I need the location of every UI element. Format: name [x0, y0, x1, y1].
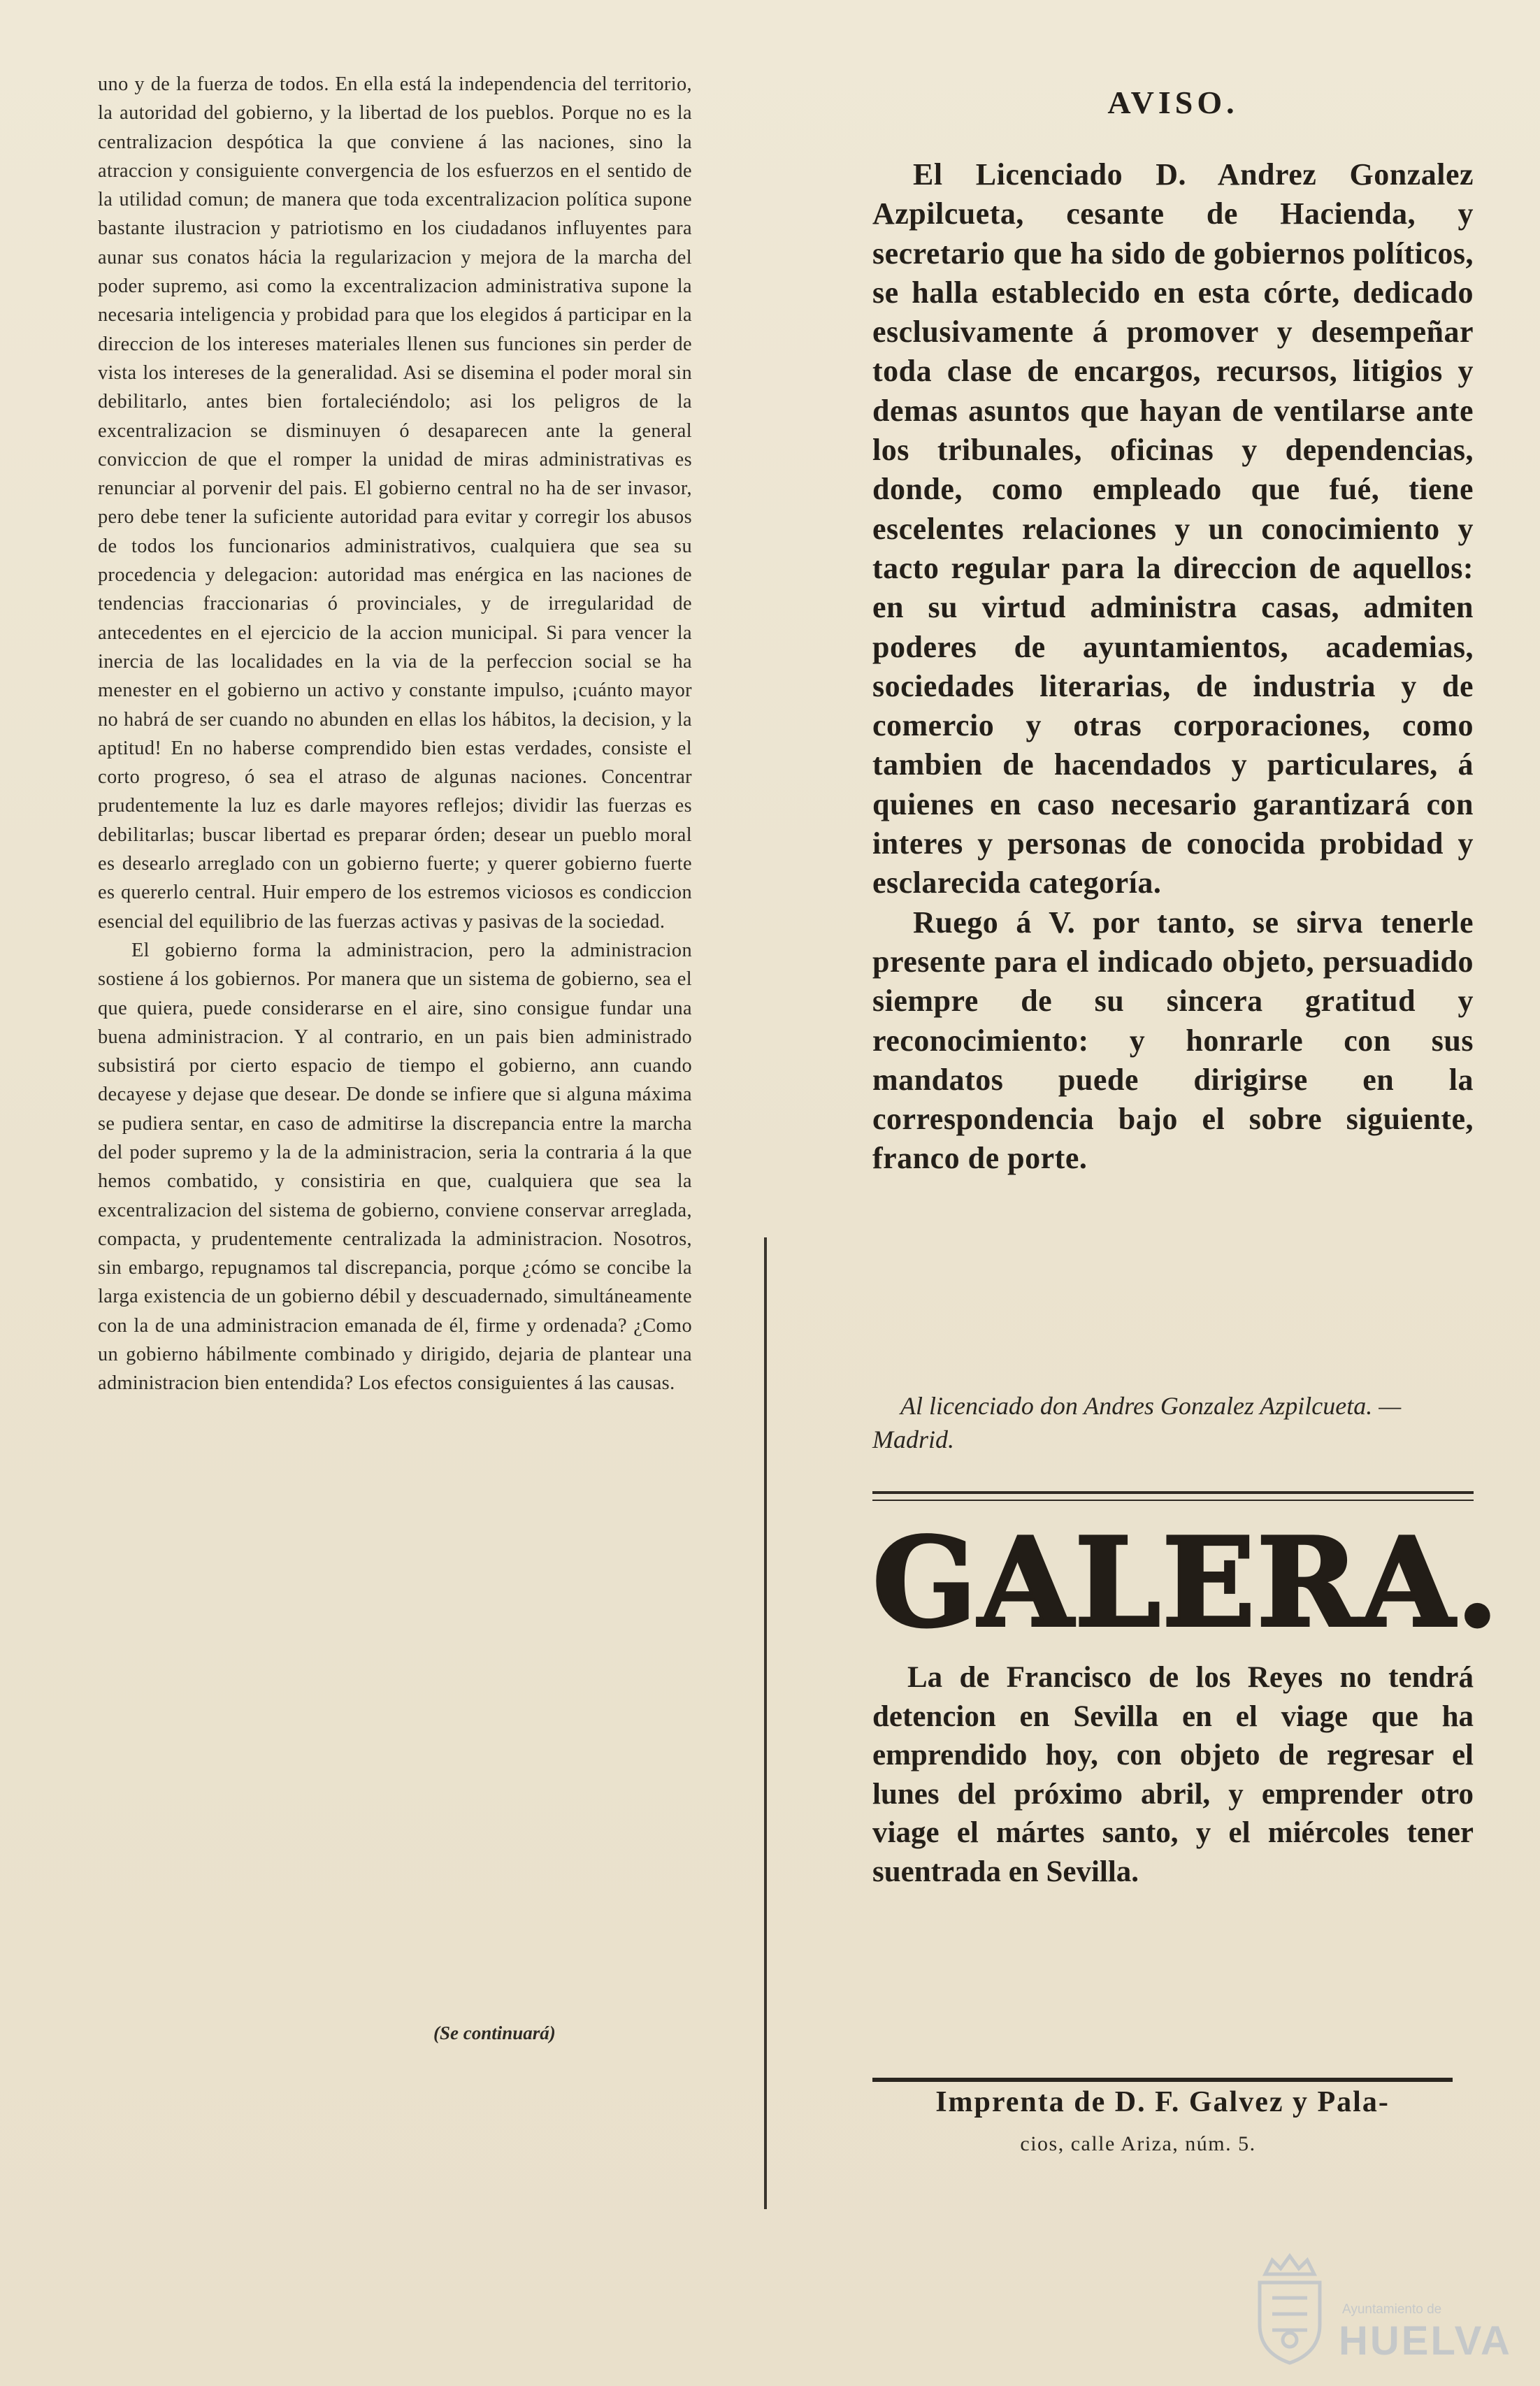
- section-divider: [872, 1491, 1474, 1501]
- column-divider: [764, 1237, 767, 2209]
- watermark-small-text: Ayuntamiento de: [1342, 2302, 1442, 2317]
- imprenta-divider: [872, 2078, 1453, 2082]
- watermark-big-text: HUELVA: [1339, 2318, 1512, 2364]
- aviso-body: [872, 155, 1474, 1179]
- coat-of-arms-icon: [1244, 2248, 1335, 2366]
- aviso-address: [872, 1389, 1474, 1456]
- aviso-address-text: Al licenciado don Andres Gonzalez Azpilcueta. —Madrid.: [872, 1392, 1402, 1453]
- aviso-paragraph-2: Ruego á V. por tanto, se sirva tenerle presente para el indicado objeto, persuadido siempre de su sincera gratitud y reconocimiento: y honrarle con sus mandatos puede dirigirse en la correspondencia bajo el sobre siguiente, franco de porte.: [872, 905, 1474, 1176]
- left-column-article: [98, 70, 692, 1398]
- imprenta-line-1: Imprenta de D. F. Galvez y Pala-: [935, 2086, 1390, 2118]
- aviso-paragraph-1: El Licenciado D. Andrez Gonzalez Azpilcueta, cesante de Hacienda, y secretario que ha sido de gobiernos políticos, se halla establecido en esta córte, dedicado esclusivamente á promover y desempeñar toda clase de encargos, recursos, litigios y demas asuntos que hayan de ventilarse ante los tribunales, oficinas y dependencias, donde, como empleado que fué, tiene escelentes relaciones y un conocimiento y tacto regular para la direccion de aquellos: en su virtud administra casas, admiten poderes de ayuntamientos, academias, sociedades literarias, de industria y de comercio y otras corporaciones, como tambien de hacendados y particulares, á quienes en caso necesario garantizará con interes y personas de conocida probidad y esclarecida categoría.: [872, 157, 1474, 900]
- huelva-watermark: [1244, 2248, 1524, 2373]
- galera-paragraph: La de Francisco de los Reyes no tendrá detencion en Sevilla en el viage que ha emprendido hoy, con objeto de regresar el lunes del próximo abril, y emprender otro viage el mártes santo, y el miércoles tener suentrada en Sevilla.: [872, 1661, 1474, 1888]
- article-paragraph-1: uno y de la fuerza de todos. En ella está la independencia del territorio, la autoridad del gobierno, y la libertad de los pueblos. Porque no es la centralizacion despótica la que conviene á las naciones, sino la atraccion y consiguiente convergencia de los esfuerzos en el sentido de la utilidad comun; de manera que toda excentralizacion política supone bastante ilustracion y patriotismo en los ciudadanos influyentes para aunar sus conatos hácia la regularizacion y mejora de la marcha del poder supremo, asi como la excentralizacion administrativa supone la necesaria inteligencia y probidad para que los elegidos á participar en la direccion de los intereses materiales llenen sus funciones sin perder de vista los intereses de la generalidad. Asi se disemina el poder moral sin debilitarlo, antes bien fortaleciéndolo; asi los peligros de la excentralizacion se disminuyen ó desaparecen ante la general conviccion de que el romper la unidad de miras administrativas es renunciar al porvenir del pais. El gobierno central no ha de ser invasor, pero debe tener la suficiente autoridad para evitar y corregir los abusos de todos los funcionarios administrativos, cualquiera que sea su procedencia y delegacion: autoridad mas enérgica en las naciones de tendencias fraccionarias ó provinciales, y de irregularidad de antecedentes en el ejercicio de la accion municipal. Si para vencer la inercia de las localidades en la via de la perfeccion social se ha menester en el gobierno un activo y constante impulso, ¡cuánto mayor no habrá de ser cuando no abunden en ellas los hábitos, la decision, y la aptitud! En no haberse comprendido bien estas verdades, consiste el corto progreso, ó sea el atraso de algunas naciones. Concentrar prudentemente la luz es darle mayores reflejos; dividir las fuerzas es debilitarlas; buscar libertad es preparar órden; desear un pueblo moral es desearlo arreglado con un gobierno fuerte; y querer gobierno fuerte es quererlo central. Huir empero de los estremos viciosos es condiccion esencial del equilibrio de las fuerzas activas y pasivas de la sociedad.: [98, 73, 692, 933]
- galera-heading: GALERA.: [872, 1511, 1500, 1655]
- imprenta-line-2: cios, calle Ariza, núm. 5.: [1020, 2132, 1256, 2155]
- article-paragraph-2: El gobierno forma la administracion, pero la administracion sostiene á los gobiernos. Por manera que un sistema de gobierno, sea el que quiera, puede considerarse en el aire, sino consigue fundar una buena administracion. Y al contrario, en un pais bien administrado subsistirá por cierto espacio de tiempo el gobierno, ann cuando decayese y dejase que desear. De donde se infiere que si alguna máxima se pudiera sentar, en caso de admitirse la discrepancia entre la marcha del poder supremo y la de la administracion, seria la contraria á la que hemos combatido, y consistiria en que, cualquiera que sea la excentralizacion del sistema de gobierno, conviene conservar arreglada, compacta, y prudentemente centralizada la administracion. Nosotros, sin embargo, repugnamos tal discrepancia, porque ¿cómo se concibe la larga existencia de un gobierno débil y descuadernado, simultáneamente con la de una administracion emanada de él, firme y ordenada? ¿Como un gobierno hábilmente combinado y dirigido, dejaria de plantear una administracion bien entendida? Los efectos consiguientes á las causas.: [98, 939, 692, 1395]
- galera-body: [872, 1658, 1474, 1891]
- continuation-note: (Se continuará): [433, 2022, 556, 2043]
- aviso-heading: AVISO.: [1107, 85, 1239, 120]
